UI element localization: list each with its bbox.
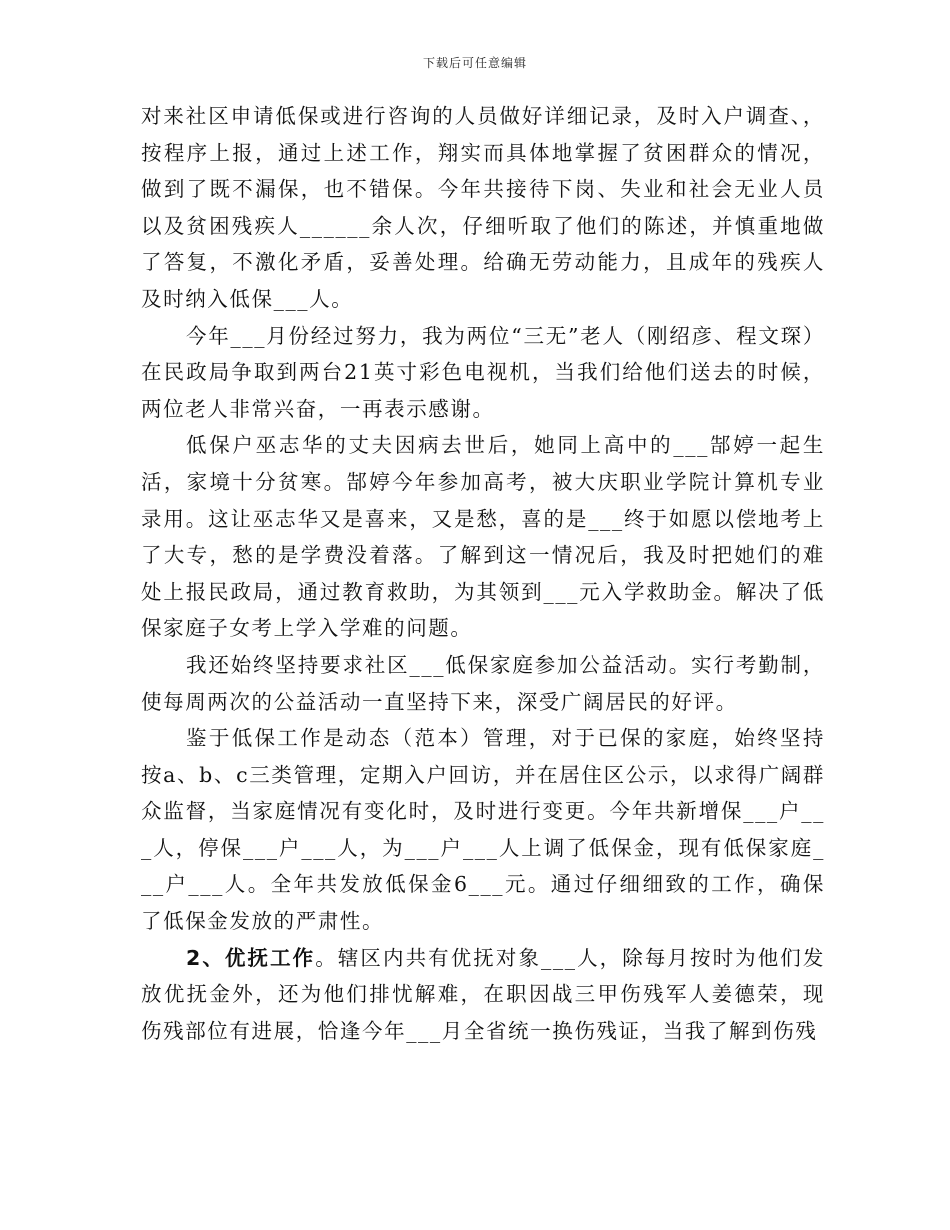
section-heading: 2、优抚工作: [186, 945, 316, 970]
paragraph-elderly-tv: 今年___月份经过努力，我为两位“三无”老人（刚绍彦、程文琛）在民政局争取到两台21英寸彩色电视机，当我们给他们送去的时候，两位老人非常兴奋，一再表示感谢。: [141, 323, 825, 421]
paragraph-public-service: 我还始终坚持要求社区___低保家庭参加公益活动。实行考勤制，使每周两次的公益活动一直坚持下来，深受广阔居民的好评。: [141, 652, 825, 714]
paragraph-education-aid: 低保户巫志华的丈夫因病去世后，她同上高中的___郜婷一起生活，家境十分贫寒。郜婷今年参加高考，被大庆职业学院计算机专业录用。这让巫志华又是喜来，又是愁，喜的是___终于如愿以偿地考上了大专，愁的是学费没着落。了解到这一情况后，我及时把她们的难处上报民政局，通过教育救助，为其领到___元入学救助金。解决了低保家庭子女考上学入学难的问题。: [141, 433, 825, 641]
page-header: 下载后可任意编辑: [422, 56, 527, 70]
paragraph-dynamic-management: 鉴于低保工作是动态（范本）管理，对于已保的家庭，始终坚持按a、b、c三类管理，定期入户回访，并在居住区公示，以求得广阔群众监督，当家庭情况有变化时，及时进行变更。今年共新增保___户___人，停保___户___人，为___户___人上调了低保金，现有低保家庭___户___人。全年共发放低保金6___元。通过仔细细致的工作，确保了低保金发放的严肃性。: [141, 726, 825, 934]
paragraph-text: 。辖区内共有优抚对象___人，除每月按时为他们发放优抚金外，还为他们排忧解难，在职因战三甲伤残军人姜德荣，现伤残部位有进展，恰逢今年___月全省统一换伤残证，当我了解到伤残: [141, 945, 825, 1043]
document-body: [141, 98, 825, 1049]
paragraph-low-income-records: 对来社区申请低保或进行咨询的人员做好详细记录，及时入户调查、，按程序上报，通过上述工作，翔实而具体地掌握了贫困群众的情况，做到了既不漏保，也不错保。今年共接待下岗、失业和社会无业人员以及贫困残疾人______余人次，仔细听取了他们的陈述，并慎重地做了答复，不激化矛盾，妥善处理。给确无劳动能力，且成年的残疾人及时纳入低保___人。: [141, 104, 825, 311]
paragraph-preferential-care: [141, 940, 825, 1050]
